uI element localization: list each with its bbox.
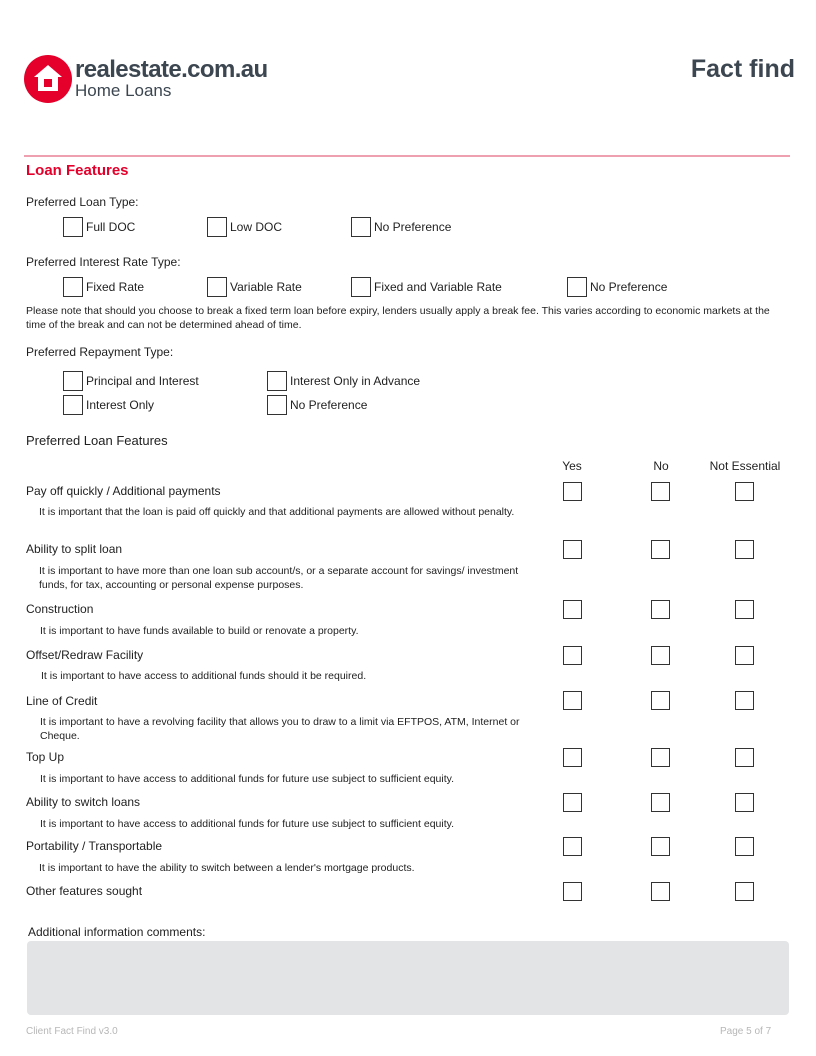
feature-name: Construction: [26, 602, 94, 616]
feature-description: It is important to have the ability to switch between a lender's mortgage products.: [39, 862, 415, 874]
feature-not-essential-checkbox[interactable]: [735, 646, 754, 665]
checkbox[interactable]: [207, 217, 227, 237]
feature-no-checkbox[interactable]: [651, 482, 670, 501]
comments-field[interactable]: [27, 941, 789, 1015]
option-label: Fixed and Variable Rate: [374, 280, 502, 294]
comments-label: Additional information comments:: [28, 925, 206, 939]
feature-not-essential-checkbox[interactable]: [735, 482, 754, 501]
feature-yes-checkbox[interactable]: [563, 748, 582, 767]
feature-name: Portability / Transportable: [26, 839, 163, 853]
repayment-option-interest-only[interactable]: [63, 394, 154, 416]
option-label: Principal and Interest: [86, 374, 199, 388]
checkbox[interactable]: [267, 395, 287, 415]
option-label: No Preference: [374, 220, 452, 234]
feature-description: It is important to have access to additional funds should it be required.: [41, 670, 367, 682]
column-header-yes: Yes: [562, 459, 582, 473]
footer-version: Client Fact Find v3.0: [26, 1026, 118, 1037]
feature-not-essential-checkbox[interactable]: [735, 748, 754, 767]
checkbox[interactable]: [351, 217, 371, 237]
interest-rate-option-fixed[interactable]: [63, 276, 144, 298]
section-title: Loan Features: [26, 162, 129, 179]
feature-not-essential-checkbox[interactable]: [735, 882, 754, 901]
feature-description: It is important to have funds available to build or renovate a property.: [40, 625, 359, 637]
feature-no-checkbox[interactable]: [651, 600, 670, 619]
option-label: Fixed Rate: [86, 280, 145, 294]
feature-no-checkbox[interactable]: [651, 748, 670, 767]
loan-type-option-no-preference[interactable]: [351, 216, 451, 238]
feature-not-essential-checkbox[interactable]: [735, 540, 754, 559]
loan-type-option-low-doc[interactable]: [207, 216, 282, 238]
feature-name: Ability to split loan: [26, 542, 123, 556]
feature-no-checkbox[interactable]: [651, 540, 670, 559]
feature-no-checkbox[interactable]: [651, 837, 670, 856]
loan-type-label: Preferred Loan Type:: [26, 195, 139, 209]
feature-description: It is important to have more than one loan sub account/s, or a separate account for savings/ investment funds, for tax, accounting or personal expense purposes.: [39, 565, 519, 591]
option-label: Variable Rate: [230, 280, 302, 294]
feature-name: Line of Credit: [26, 694, 98, 708]
repayment-option-interest-only-in-advance[interactable]: [267, 370, 420, 392]
interest-rate-label: Preferred Interest Rate Type:: [26, 255, 181, 269]
feature-not-essential-checkbox[interactable]: [735, 837, 754, 856]
feature-no-checkbox[interactable]: [651, 691, 670, 710]
feature-description: It is important to have access to additional funds for future use subject to sufficient equity.: [40, 773, 455, 785]
feature-not-essential-checkbox[interactable]: [735, 600, 754, 619]
feature-name: Pay off quickly / Additional payments: [26, 484, 221, 498]
option-label: No Preference: [590, 280, 668, 294]
feature-yes-checkbox[interactable]: [563, 691, 582, 710]
brand-name: realestate.com.au: [75, 56, 268, 83]
interest-rate-option-no-preference[interactable]: [567, 276, 667, 298]
option-label: Interest Only in Advance: [290, 374, 421, 388]
column-header-no: No: [653, 459, 669, 473]
repayment-option-no-preference[interactable]: [267, 394, 367, 416]
section-divider: [24, 155, 790, 157]
checkbox[interactable]: [63, 371, 83, 391]
feature-yes-checkbox[interactable]: [563, 837, 582, 856]
feature-yes-checkbox[interactable]: [563, 646, 582, 665]
footer-page-number: Page 5 of 7: [720, 1026, 772, 1037]
brand-logo-icon: [24, 55, 72, 103]
option-label: No Preference: [290, 398, 368, 412]
brand-subtitle: Home Loans: [75, 81, 172, 100]
feature-no-checkbox[interactable]: [651, 882, 670, 901]
feature-yes-checkbox[interactable]: [563, 482, 582, 501]
repayment-label: Preferred Repayment Type:: [26, 345, 174, 359]
interest-rate-option-fixed-and-variable[interactable]: [351, 276, 502, 298]
feature-yes-checkbox[interactable]: [563, 882, 582, 901]
feature-description: It is important that the loan is paid off quickly and that additional payments are allowed without penalty.: [39, 506, 515, 518]
feature-name: Ability to switch loans: [26, 795, 141, 809]
checkbox[interactable]: [63, 217, 83, 237]
feature-description: It is important to have a revolving facility that allows you to draw to a limit via EFTPOS, ATM, Internet or Cheque.: [40, 716, 520, 742]
checkbox[interactable]: [207, 277, 227, 297]
page-title: Fact find: [690, 55, 795, 83]
option-label: Interest Only: [86, 398, 155, 412]
feature-name: Top Up: [26, 750, 65, 764]
feature-no-checkbox[interactable]: [651, 793, 670, 812]
option-label: Low DOC: [230, 220, 283, 234]
feature-no-checkbox[interactable]: [651, 646, 670, 665]
feature-not-essential-checkbox[interactable]: [735, 793, 754, 812]
checkbox[interactable]: [267, 371, 287, 391]
break-fee-note: Please note that should you choose to break a fixed term loan before expiry, lenders usually apply a break fee. This varies according to economic markets at the time of the break and can not be determined ahead of time.: [26, 305, 770, 331]
loan-type-option-full-doc[interactable]: [63, 216, 135, 238]
feature-not-essential-checkbox[interactable]: [735, 691, 754, 710]
feature-yes-checkbox[interactable]: [563, 793, 582, 812]
checkbox[interactable]: [567, 277, 587, 297]
option-label: Full DOC: [86, 220, 136, 234]
feature-description: It is important to have access to additional funds for future use subject to sufficient equity.: [40, 818, 455, 830]
features-title: Preferred Loan Features: [26, 433, 168, 448]
checkbox[interactable]: [351, 277, 371, 297]
repayment-option-principal-and-interest[interactable]: [63, 370, 199, 392]
feature-name: Offset/Redraw Facility: [26, 648, 144, 662]
interest-rate-option-variable[interactable]: [207, 276, 302, 298]
feature-yes-checkbox[interactable]: [563, 540, 582, 559]
column-header-not-essential: Not Essential: [709, 459, 781, 473]
checkbox[interactable]: [63, 277, 83, 297]
feature-yes-checkbox[interactable]: [563, 600, 582, 619]
checkbox[interactable]: [63, 395, 83, 415]
feature-name: Other features sought: [26, 884, 143, 898]
